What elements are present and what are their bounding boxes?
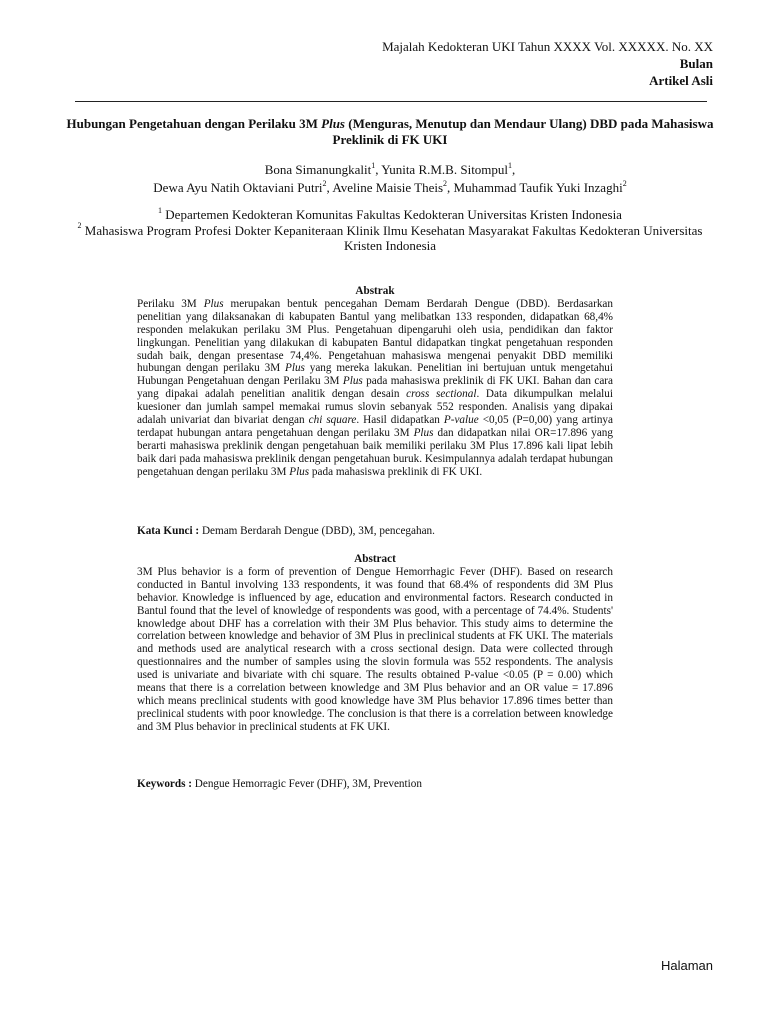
abstract-section [137,553,613,734]
header-divider [75,101,707,102]
abstrak-section [137,285,613,479]
abstrak-heading: Abstrak [355,285,395,297]
keywords [137,778,613,791]
issue-month: Bulan [679,56,713,71]
page-footer: Halaman [660,958,713,973]
affiliation-marker: 1 [158,205,163,215]
author-name: Dewa Ayu Natih Oktaviani Putri [153,180,323,195]
affiliation-text: Departemen Kedokteran Komunitas Fakultas Kedokteran Universitas Kristen Indonesia [165,207,622,222]
keywords-value: Dengue Hemorragic Fever (DHF), 3M, Prevention [192,778,422,790]
title-part-2: (Menguras, Menutup dan Mendaur Ulang) DBD pada Mahasiswa Preklinik di FK UKI [332,116,714,147]
author-affiliation-marker: 1 [371,160,376,170]
affiliation-1 [60,207,720,223]
kata-kunci-label: Kata Kunci : [137,525,200,537]
author-name: Aveline Maisie Theis [332,180,444,195]
author-line-2: Dewa Ayu Natih Oktaviani Putri$^2$, Aveline Maisie Theis$^2$, Muhammad Taufik Yuki Inzaghi$^2$ [153,178,627,195]
author-name: Muhammad Taufik Yuki Inzaghi [453,180,623,195]
article-title [60,116,720,148]
abstrak-body: Perilaku 3M Plus merupakan bentuk pencegahan Demam Berdarah Dengue (DBD). Berdasarkan penelitian yang dilaksanakan di kabupaten Bantul yang melibatkan 133 responden, didapatkan 68,4% responden melakukan perilaku 3M Plus. Pengetahuan dipengaruhi oleh usia, pendidikan dan faktor lingkungan. Penelitian yang dilakukan di kabupaten Bantul didapatkan tingkat pengetahuan responden sudah baik, dengan presentase 74,4%. Pengetahuan mahasiswa mengenai penyakit DBD memiliki hubungan dengan perilaku 3M Plus yang mereka lakukan. Penelitian ini bertujuan untuk mengetahui Hubungan Pengetahuan dengan Perilaku 3M Plus pada mahasiswa preklinik di FK UKI. Bahan dan cara yang dipakai adalah penelitian analitik dengan desain cross sectional. Data dikumpulkan melalui kuesioner dan jumlah sampel memakai rumus slovin sebanyak 552 responden. Analisis yang dipakai adalah univariat dan bivariat dengan chi square. Hasil didapatkan P-value <0,05 (P=0,00) yang artinya terdapat hubungan antara pengetahuan dengan perilaku 3M Plus dan didapatkan nilai OR=17.896 yang berarti mahasiswa preklinik dengan pengetahuan baik memiliki perilaku 3M Plus 17.896 kali lipat lebih baik dari pada mahasiswa preklinik dengan pengetahuan buruk. Kesimpulannya adalah terdapat hubungan pengetahuan dengan perilaku 3M Plus pada mahasiswa preklinik di FK UKI. [137,297,613,478]
author-list [60,161,720,197]
kata-kunci-value: Demam Berdarah Dengue (DBD), 3M, pencegahan. [199,525,435,537]
journal-citation: Majalah Kedokteran UKI Tahun XXXX Vol. XXXXX. No. XX [382,39,713,54]
kata-kunci [137,525,613,538]
author-affiliation-marker: 2 [443,178,448,188]
author-affiliation-marker: 1 [508,160,513,170]
keywords-label: Keywords : [137,778,192,790]
affiliation-marker: 2 [77,221,82,231]
author-name: Bona Simanungkalit [264,162,372,177]
affiliations [60,207,720,254]
author-line-1: Bona Simanungkalit$^1$, Yunita R.M.B. Sitompul$^1$, [264,160,516,177]
affiliation-text: Mahasiswa Program Profesi Dokter Kepaniteraan Klinik Ilmu Kesehatan Masyarakat Fakultas Kedokteran Universitas Kristen Indonesia [84,222,703,253]
author-affiliation-marker: 2 [622,178,627,188]
title-plus: Plus [321,116,345,131]
title-part-1: Hubungan Pengetahuan dengan Perilaku 3M [66,116,322,131]
article-type: Artikel Asli [649,73,713,88]
abstract-body: 3M Plus behavior is a form of prevention of Dengue Hemorrhagic Fever (DHF). Based on research conducted in Bantul involving 133 respondents, it was found that 68.4% of respondents did 3M Plus behavior. Knowledge is influenced by age, education and environmental factors. Research conducted in Bantul found that the level of knowledge of respondents was good, with a percentage of 74.4%. Students' knowledge about DHF has a correlation with their 3M Plus behavior. This study aims to determine the correlation between knowledge and behavior of 3M Plus in preclinical students at FK UKI. The materials and methods used are analytical research with a cross sectional design. Data were collected through questionnaires and the number of samples using the slovin formula was 552 respondents. The analysis used is univariate and bivariate with chi square. The results obtained P-value <0.05 (P = 0.00) which means that there is a correlation between knowledge and 3M Plus behavior and an OR value = 17.896 which means preclinical students with good knowledge have 3M Plus behavior 17.896 times better than preclinical students with poor knowledge. The conclusion is that there is a correlation between knowledge and 3M Plus behavior in preclinical students at FK UKI. [137,565,613,733]
author-affiliation-marker: 2 [322,178,327,188]
abstract-heading: Abstract [354,553,396,565]
journal-header [382,38,713,89]
author-name: Yunita R.M.B. Sitompul [381,162,509,177]
affiliation-2 [60,223,720,254]
